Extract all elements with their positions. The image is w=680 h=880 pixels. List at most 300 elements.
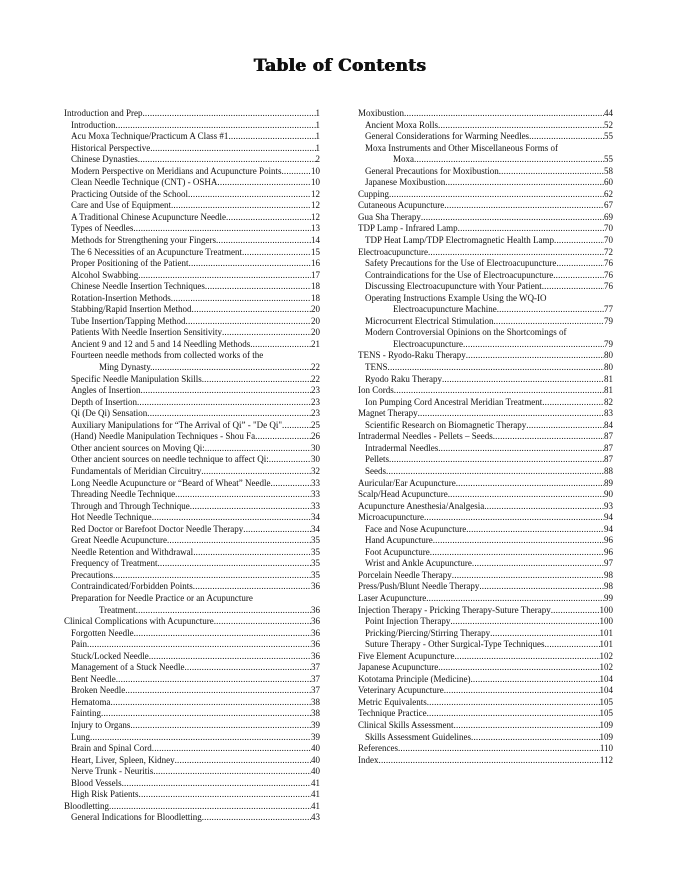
toc-section[interactable] [358, 593, 613, 605]
dot-leader [466, 524, 604, 536]
dot-leader [386, 466, 604, 478]
toc-subsection[interactable] [64, 512, 320, 524]
toc-subsection[interactable] [358, 316, 613, 328]
toc-subsection[interactable] [64, 547, 320, 559]
toc-subsection[interactable] [64, 674, 320, 686]
page-number: 1 [315, 142, 320, 153]
page-number: 93 [604, 500, 613, 511]
toc-entry-title: Pricking/Piercing/Stirring Therapy [365, 627, 491, 638]
dot-leader [136, 605, 311, 617]
toc-section[interactable] [358, 708, 613, 720]
toc-entry-title-continued: Electroacupuncture [393, 338, 463, 349]
toc-section[interactable] [358, 755, 613, 767]
page-number: 34 [311, 512, 320, 523]
toc-subsection[interactable] [358, 374, 613, 386]
toc-subsection[interactable] [358, 628, 613, 640]
dot-leader [553, 270, 604, 282]
toc-section[interactable] [358, 570, 613, 582]
page-number: 43 [311, 812, 320, 823]
toc-subsection[interactable] [64, 212, 320, 224]
toc-entry-title: Introduction and Prep [64, 108, 143, 118]
toc-entry-title: General Precautions for Moxibustion [365, 165, 499, 176]
page-number: 79 [604, 315, 613, 326]
page-number: 89 [604, 477, 613, 488]
page-number: 41 [311, 789, 320, 800]
toc-section[interactable] [358, 720, 613, 732]
toc-entry-title: Historical Perspective [71, 142, 151, 153]
toc-subsection[interactable] [64, 535, 320, 547]
toc-entry-title: Rotation-Insertion Methods [71, 292, 171, 303]
dot-leader [201, 466, 311, 478]
toc-entry-title: Alcohol Swabbing [71, 269, 139, 280]
toc-section[interactable] [358, 743, 613, 755]
toc-entry-title: Intradermal Needles - Pellets – Seeds [358, 431, 493, 442]
toc-subsection[interactable] [64, 304, 320, 316]
toc-section[interactable] [358, 350, 613, 362]
page-number: 87 [604, 454, 613, 465]
page-number: 69 [604, 211, 613, 222]
toc-subsection[interactable] [64, 478, 320, 490]
toc-subsection[interactable] [64, 766, 320, 778]
dot-leader [192, 304, 312, 316]
toc-subsection[interactable] [64, 454, 320, 466]
toc-entry-title: Long Needle Acupuncture or “Beard of Wheat” Needle [71, 477, 271, 488]
toc-entry-title[interactable]: Moxa Instruments and Other Miscellaneous Forms of [365, 142, 558, 153]
toc-entry-title: TDP Heat Lamp/TDP Electromagnetic Health Lamp [365, 235, 555, 246]
toc-section[interactable] [358, 108, 613, 120]
toc-subsection[interactable] [358, 616, 613, 628]
dot-leader [551, 605, 600, 617]
toc-subsection[interactable] [64, 720, 320, 732]
toc-entry-title: Chinese Dynasties [71, 154, 138, 165]
dot-leader [109, 801, 311, 813]
dot-leader [442, 374, 604, 386]
toc-section[interactable] [358, 605, 613, 617]
toc-entry-title: Porcelain Needle Therapy [358, 569, 452, 580]
dot-leader [444, 685, 600, 697]
dot-leader [152, 512, 311, 524]
dot-leader [152, 362, 311, 374]
toc-entry-title: Pain [71, 639, 88, 650]
toc-subsection[interactable] [358, 154, 613, 166]
page-number: 52 [604, 119, 613, 130]
toc-entry-title: (Hand) Needle Manipulation Techniques - Shou Fa [71, 431, 256, 442]
page-number: 38 [311, 696, 320, 707]
toc-subsection[interactable] [358, 235, 613, 247]
toc-entry-title: Japanese Moxibustion [365, 177, 446, 188]
toc-section[interactable] [358, 501, 613, 513]
toc-subsection[interactable] [64, 778, 320, 790]
toc-section[interactable] [358, 431, 613, 443]
toc-entry-title-continued: Moxa [393, 154, 414, 165]
toc-entry-title: Intradermal Needles [365, 442, 439, 453]
toc-subsection[interactable] [358, 558, 613, 570]
dot-leader [542, 397, 604, 409]
dot-leader [152, 743, 311, 755]
toc-entry-title: Veterinary Acupuncture [358, 685, 444, 696]
page-number: 33 [311, 477, 320, 488]
page-number: 62 [604, 188, 613, 199]
dot-leader [556, 258, 604, 270]
toc-subsection[interactable] [64, 200, 320, 212]
toc-entry-title: TENS - Ryodo-Raku Therapy [358, 350, 466, 361]
toc-subsection[interactable] [358, 177, 613, 189]
dot-leader [394, 385, 604, 397]
toc-subsection[interactable] [358, 639, 613, 651]
page-number: 80 [604, 362, 613, 373]
toc-subsection[interactable] [64, 327, 320, 339]
toc-subsection[interactable] [358, 362, 613, 374]
toc-subsection[interactable] [64, 166, 320, 178]
page-number: 112 [599, 754, 613, 765]
page-number: 98 [604, 569, 613, 580]
toc-subsection[interactable] [358, 547, 613, 559]
toc-subsection[interactable] [64, 339, 320, 351]
toc-subsection[interactable] [358, 258, 613, 270]
toc-subsection[interactable] [358, 281, 613, 293]
toc-entry-title[interactable]: Preparation for Needle Practice or an Acupuncture [71, 592, 253, 603]
dot-leader [189, 258, 312, 270]
dot-leader [167, 535, 311, 547]
dot-leader [389, 189, 604, 201]
toc-subsection[interactable] [358, 397, 613, 409]
dot-leader [388, 362, 605, 374]
dot-leader [157, 558, 311, 570]
page-number: 33 [311, 500, 320, 511]
toc-section[interactable] [358, 697, 613, 709]
page-number: 20 [311, 315, 320, 326]
toc-entry-title: Types of Needles [71, 223, 134, 234]
dot-leader [226, 212, 311, 224]
page-number: 1 [315, 119, 320, 130]
toc-entry-title: Fainting [71, 708, 102, 719]
toc-entry-title: Great Needle Acupuncture [71, 535, 167, 546]
toc-entry-title: Technique Practice [358, 708, 427, 719]
toc-section[interactable] [358, 581, 613, 593]
dot-leader [424, 512, 604, 524]
toc-section[interactable] [64, 801, 320, 813]
toc-subsection[interactable] [64, 697, 320, 709]
toc-section[interactable] [358, 200, 613, 212]
toc-subsection[interactable] [64, 131, 320, 143]
dot-leader [479, 581, 604, 593]
toc-subsection[interactable] [358, 466, 613, 478]
page-number: 15 [311, 246, 320, 257]
toc-subsection[interactable] [358, 524, 613, 536]
dot-leader [430, 547, 604, 559]
toc-subsection[interactable] [64, 281, 320, 293]
toc-entry-title: Contraindications for the Use of Electroacupuncture [365, 269, 554, 280]
toc-subsection[interactable] [64, 662, 320, 674]
toc-section[interactable] [358, 651, 613, 663]
toc-entry-title: Management of a Stuck Needle [71, 662, 185, 673]
page-number: 109 [599, 731, 613, 742]
page-number: 90 [604, 489, 613, 500]
page-number: 35 [311, 558, 320, 569]
toc-entry-title: Patients With Needle Insertion Sensitivity [71, 327, 222, 338]
dot-leader [137, 397, 311, 409]
toc-entry-title: Forgotten Needle [71, 627, 134, 638]
toc-entry-title: Pellets [365, 454, 389, 465]
page-number: 2 [315, 154, 320, 165]
dot-leader [269, 454, 311, 466]
toc-subsection[interactable] [358, 454, 613, 466]
toc-entry-title: Cutaneous Acupuncture [358, 200, 445, 211]
page-number: 76 [604, 258, 613, 269]
toc-subsection[interactable] [358, 120, 613, 132]
dot-leader [490, 628, 599, 640]
toc-subsection[interactable] [64, 732, 320, 744]
toc-entry-title: Discussing Electroacupuncture with Your Patient [365, 281, 542, 292]
toc-subsection[interactable] [358, 131, 613, 143]
toc-section[interactable] [358, 478, 613, 490]
toc-subsection[interactable] [358, 304, 613, 316]
toc-subsection[interactable] [64, 397, 320, 409]
page-number: 26 [311, 431, 320, 442]
toc-entry-title: Other ancient sources on needle technique to affect Qi: [71, 454, 269, 465]
page-number: 25 [311, 419, 320, 430]
toc-subsection[interactable] [64, 316, 320, 328]
dot-leader [472, 558, 604, 570]
dot-leader [217, 177, 311, 189]
page-number: 39 [311, 731, 320, 742]
toc-subsection[interactable] [64, 628, 320, 640]
toc-subsection[interactable] [64, 143, 320, 155]
toc-subsection[interactable] [64, 270, 320, 282]
toc-subsection[interactable] [64, 235, 320, 247]
toc-section[interactable] [358, 385, 613, 397]
dot-leader [205, 281, 311, 293]
toc-subsection[interactable] [64, 755, 320, 767]
toc-entry-title: Hand Acupuncture [365, 535, 433, 546]
page-number: 23 [311, 396, 320, 407]
toc-subsection[interactable] [64, 651, 320, 663]
toc-section[interactable] [64, 616, 320, 628]
dot-leader [529, 131, 604, 143]
page-number: 36 [311, 639, 320, 650]
toc-entry-title: Auricular/Ear Acupuncture [358, 477, 456, 488]
toc-subsection[interactable] [64, 789, 320, 801]
toc-entry-title: Microcurrent Electrical Stimulation [365, 315, 494, 326]
toc-subsection[interactable] [358, 270, 613, 282]
toc-subsection[interactable] [64, 120, 320, 132]
toc-subsection[interactable] [64, 443, 320, 455]
page-number: 76 [604, 281, 613, 292]
toc-subsection[interactable] [64, 685, 320, 697]
page-number: 23 [311, 385, 320, 396]
dot-leader [438, 120, 604, 132]
page-number: 36 [311, 627, 320, 638]
page-number: 67 [604, 200, 613, 211]
toc-entry-title: Clean Needle Technique (CNT) - OSHA [71, 177, 218, 188]
toc-subsection[interactable] [64, 223, 320, 235]
toc-entry-title: Hematoma [71, 696, 111, 707]
toc-subsection[interactable] [64, 385, 320, 397]
toc-subsection[interactable] [64, 420, 320, 432]
toc-subsection[interactable] [64, 431, 320, 443]
dot-leader [188, 189, 311, 201]
toc-subsection[interactable] [358, 535, 613, 547]
dot-leader [133, 223, 311, 235]
page-number: 81 [604, 373, 613, 384]
toc-subsection[interactable] [64, 189, 320, 201]
dot-leader [90, 732, 311, 744]
toc-subsection[interactable] [64, 258, 320, 270]
toc-section[interactable] [358, 489, 613, 501]
page-number: 94 [604, 512, 613, 523]
toc-section[interactable] [358, 223, 613, 235]
page-number: 20 [311, 327, 320, 338]
toc-entry-title: Broken Needle [71, 685, 126, 696]
toc-right-column [358, 108, 613, 766]
dot-leader [427, 697, 600, 709]
toc-subsection[interactable] [64, 708, 320, 720]
toc-subsection[interactable] [64, 293, 320, 305]
toc-section[interactable] [358, 247, 613, 259]
toc-entry-title: Magnet Therapy [358, 408, 418, 419]
page-number: 97 [604, 558, 613, 569]
toc-entry-title: Five Element Acupuncture [358, 650, 455, 661]
toc-entry-title: Bent Needle [71, 673, 116, 684]
toc-entry-title: Acupuncture Anesthesia/Analgesia [358, 500, 485, 511]
toc-subsection[interactable] [64, 501, 320, 513]
toc-entry-title: TDP Lamp - Infrared Lamp [358, 223, 458, 234]
dot-leader [202, 812, 311, 824]
toc-entry-title: Ryodo Raku Therapy [365, 373, 442, 384]
page-number: 10 [311, 165, 320, 176]
dot-leader [171, 200, 311, 212]
toc-subsection[interactable] [64, 605, 320, 617]
page-number: 40 [311, 766, 320, 777]
toc-entry-title: Nerve Trunk - Neuritis [71, 766, 154, 777]
dot-leader [438, 443, 604, 455]
dot-leader [139, 789, 311, 801]
toc-subsection[interactable] [358, 420, 613, 432]
toc-entry-title: A Traditional Chinese Acupuncture Needle [71, 211, 226, 222]
toc-subsection[interactable] [64, 362, 320, 374]
dot-leader [418, 408, 604, 420]
toc-subsection[interactable] [64, 408, 320, 420]
page-number: 12 [311, 211, 320, 222]
toc-entry-title: Clinical Skills Assessment [358, 719, 454, 730]
toc-subsection[interactable] [64, 177, 320, 189]
dot-leader [452, 570, 604, 582]
toc-subsection[interactable] [64, 570, 320, 582]
toc-entry-title: Japanese Acupuncture [358, 662, 439, 673]
toc-subsection[interactable] [64, 743, 320, 755]
dot-leader [554, 235, 604, 247]
toc-entry-title[interactable]: Operating Instructions Example Using the WQ-IO [365, 292, 547, 303]
dot-leader [255, 431, 311, 443]
dot-leader [282, 420, 311, 432]
toc-subsection[interactable] [358, 166, 613, 178]
toc-subsection[interactable] [358, 732, 613, 744]
dot-leader [116, 674, 311, 686]
page-number: 77 [604, 304, 613, 315]
dot-leader [190, 501, 311, 513]
toc-subsection[interactable] [64, 466, 320, 478]
dot-leader [147, 408, 311, 420]
dot-leader [222, 327, 311, 339]
page-number: 96 [604, 546, 613, 557]
toc-entry-title: Through and Through Technique [71, 500, 190, 511]
page-number: 70 [604, 235, 613, 246]
toc-entry-title[interactable]: Fourteen needle methods from collected works of the [71, 350, 264, 361]
dot-leader [426, 593, 604, 605]
toc-section[interactable] [358, 674, 613, 686]
toc-section[interactable] [358, 189, 613, 201]
toc-section[interactable] [64, 108, 320, 120]
toc-entry-title[interactable]: Modern Controversial Opinions on the Shortcomings of [365, 327, 567, 338]
dot-leader [171, 293, 311, 305]
page-number: 100 [599, 604, 613, 615]
toc-entry-title: Lung [71, 731, 90, 742]
toc-subsection[interactable] [64, 812, 320, 824]
toc-section[interactable] [358, 662, 613, 674]
toc-entry-title: Clinical Complications with Acupuncture [64, 616, 214, 627]
page-number: 10 [311, 177, 320, 188]
toc-entry-title: Auxiliary Manipulations for “The Arrival of Qi” - "De Qi" [71, 419, 283, 430]
page-number: 101 [599, 627, 613, 638]
page-number: 35 [311, 535, 320, 546]
page-number: 101 [599, 639, 613, 650]
toc-entry-title: TENS [365, 362, 388, 373]
toc-subsection[interactable] [64, 154, 320, 166]
dot-leader [414, 154, 604, 166]
page-number: 37 [311, 673, 320, 684]
dot-leader [250, 339, 311, 351]
page-number: 87 [604, 431, 613, 442]
page-number: 36 [311, 581, 320, 592]
dot-leader [175, 489, 311, 501]
page-number: 81 [604, 385, 613, 396]
toc-entry-title: Other ancient sources on Moving Qi: [71, 442, 205, 453]
toc-entry-title: Scalp/Head Acupuncture [358, 489, 448, 500]
toc-section[interactable] [358, 212, 613, 224]
toc-entry-title: Depth of Insertion [71, 396, 137, 407]
dot-leader [149, 651, 311, 663]
toc-subsection[interactable] [64, 639, 320, 651]
page-number: 109 [599, 719, 613, 730]
page-number: 55 [604, 131, 613, 142]
dot-leader [542, 281, 604, 293]
toc-entry-title: Injury to Organs [71, 719, 131, 730]
toc-entry-title: Threading Needle Technique [71, 489, 176, 500]
toc-entry-title: Frequency of Treatment [71, 558, 158, 569]
toc-subsection[interactable] [64, 247, 320, 259]
toc-section[interactable] [358, 408, 613, 420]
toc-subsection[interactable] [64, 489, 320, 501]
toc-subsection[interactable] [358, 443, 613, 455]
toc-subsection[interactable] [64, 558, 320, 570]
toc-section[interactable] [358, 512, 613, 524]
toc-entry-title: Methods for Strengthening your Fingers [71, 235, 216, 246]
toc-subsection[interactable] [64, 524, 320, 536]
dot-leader [125, 685, 311, 697]
toc-subsection[interactable] [64, 374, 320, 386]
toc-subsection[interactable] [64, 581, 320, 593]
dot-leader [134, 628, 311, 640]
page-number: 40 [311, 743, 320, 754]
toc-section[interactable] [358, 685, 613, 697]
page-number: 35 [311, 546, 320, 557]
toc-entry-title: Safety Precautions for the Use of Electroacupuncture [365, 258, 557, 269]
toc-entry-title: Care and Use of Equipment [71, 200, 171, 211]
toc-subsection[interactable] [358, 339, 613, 351]
page-number: 39 [311, 719, 320, 730]
page-number: 14 [311, 235, 320, 246]
dot-leader [184, 662, 311, 674]
